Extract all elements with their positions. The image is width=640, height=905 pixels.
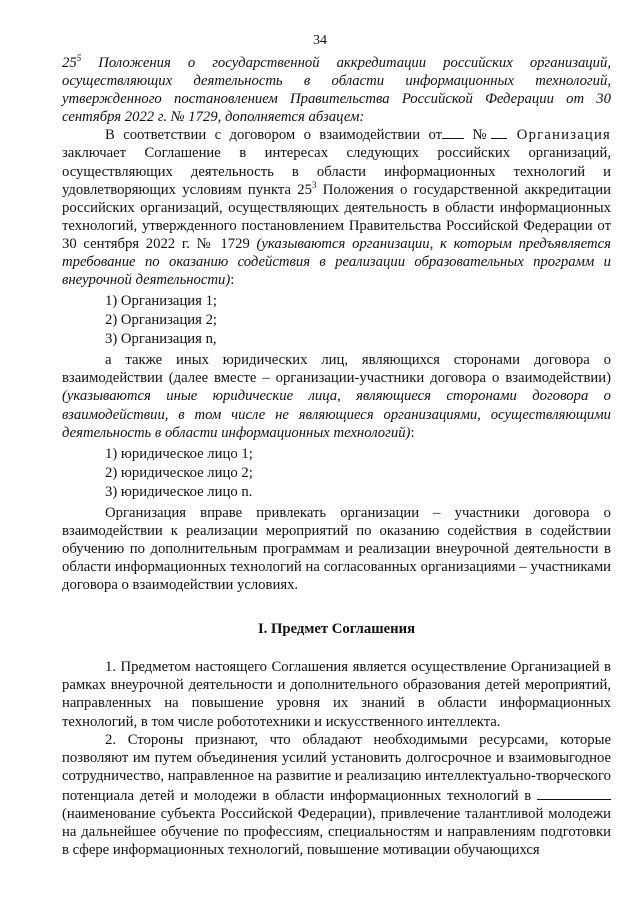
para2-text: а также иных юридических лиц, являющихся сторонами договора о взаимодействии (далее вместе – организации-участники договора о взаимодействии) <box>62 352 611 387</box>
intro-sup: 5 <box>76 53 82 64</box>
para2-end: : <box>410 424 415 441</box>
para1-italic-note: (указываются организации, к которым предъявляется требование по оказанию содействия в реализации образовательных программ и внеурочной деятельности) <box>62 235 611 289</box>
paragraph-other-entities <box>62 351 611 441</box>
region-blank <box>537 785 611 800</box>
intro-part1: 25 <box>62 55 77 71</box>
para1-end: : <box>230 272 235 289</box>
para1-text-d: заключает Соглашение в интересах следующих российских организаций, осуществляющих деятельность в области информационных технологий и удовлетворяющих условиям пункта 25 <box>62 145 611 198</box>
list-item: 1) юридическое лицо 1; <box>105 445 253 462</box>
para1-text-e: Положения о государственной аккредитации российских организаций, осуществляющих деятельность в области информационных технологий, утвержденного постановлением Правительства Российской Федерации от 30 сентября 2022 г. № 1729 <box>62 181 612 252</box>
list-item: 1) Организация 1; <box>105 293 218 310</box>
section-heading: I. Предмет Соглашения <box>257 621 416 638</box>
number-blank <box>491 126 507 139</box>
para1-text-a: В соответствии с договором о взаимодействии от <box>105 127 443 144</box>
list-item: 2) юридическое лицо 2; <box>105 464 253 481</box>
list-item: 3) юридическое лицо n. <box>105 483 253 500</box>
amendment-intro <box>62 54 611 126</box>
clause-1: 1. Предметом настоящего Соглашения является осуществление Организацией в рамках внеурочной деятельности и дополнительного образования детей мероприятий, направленных на повышение уровня их знаний в области информационных технологий, в том числе робототехники и искусственного интеллекта. <box>62 659 611 730</box>
date-blank <box>442 126 464 139</box>
clause2-text-b: (наименование субъекта Российской Федерации), привлечение талантливой молодежи на дальнейшее обучение по профессиям, специальностям и направлениям подготовки в сфере информационных технологий, повышение мотивации обучающихся <box>62 806 611 859</box>
list-item: 3) Организация n, <box>105 331 217 348</box>
clause2-text-a: 2. Стороны признают, что обладают необходимыми ресурсами, которые позволяют им путем объединения усилий установить долгосрочное и взаимовыгодное сотрудничество, направленное на развитие и реализацию интеллектуально-творческого потенциала детей и молодежи в области информационных технологий в <box>62 731 611 804</box>
organization-list <box>62 292 611 349</box>
paragraph-participants: Организация вправе привлекать организации – участники договора о взаимодействии к реализации мероприятий по оказанию содействия в содействии обучению по дополнительным программам и реализации внеурочной деятельности в области информационных технологий на согласованных организациями – участниками договора о взаимодействии условиях. <box>62 504 611 594</box>
para1-sup: 3 <box>311 179 317 190</box>
paragraph-agreement-parties <box>62 126 611 289</box>
document-body <box>62 54 611 859</box>
para1-text-b: № <box>464 127 492 144</box>
clause-2 <box>62 731 611 860</box>
legal-entity-list <box>62 445 611 502</box>
page-number: 34 <box>313 33 327 48</box>
para2-italic-note: (указываются иные юридические лица, являющиеся сторонами договора о взаимодействии, в том числе не являющиеся организациями, осуществляющими деятельность в области информационных технологий) <box>62 388 611 441</box>
list-item: 2) Организация 2; <box>105 312 218 329</box>
para1-text-c: Организация <box>507 127 611 144</box>
intro-part2: Положения о государственной аккредитации российских организаций, осуществляющих деятельность в области информационных технологий, утвержденного постановлением Правительства Российской Федерации от 30 сентября 2022 г. № 1729, дополняется абзацем: <box>62 55 611 126</box>
